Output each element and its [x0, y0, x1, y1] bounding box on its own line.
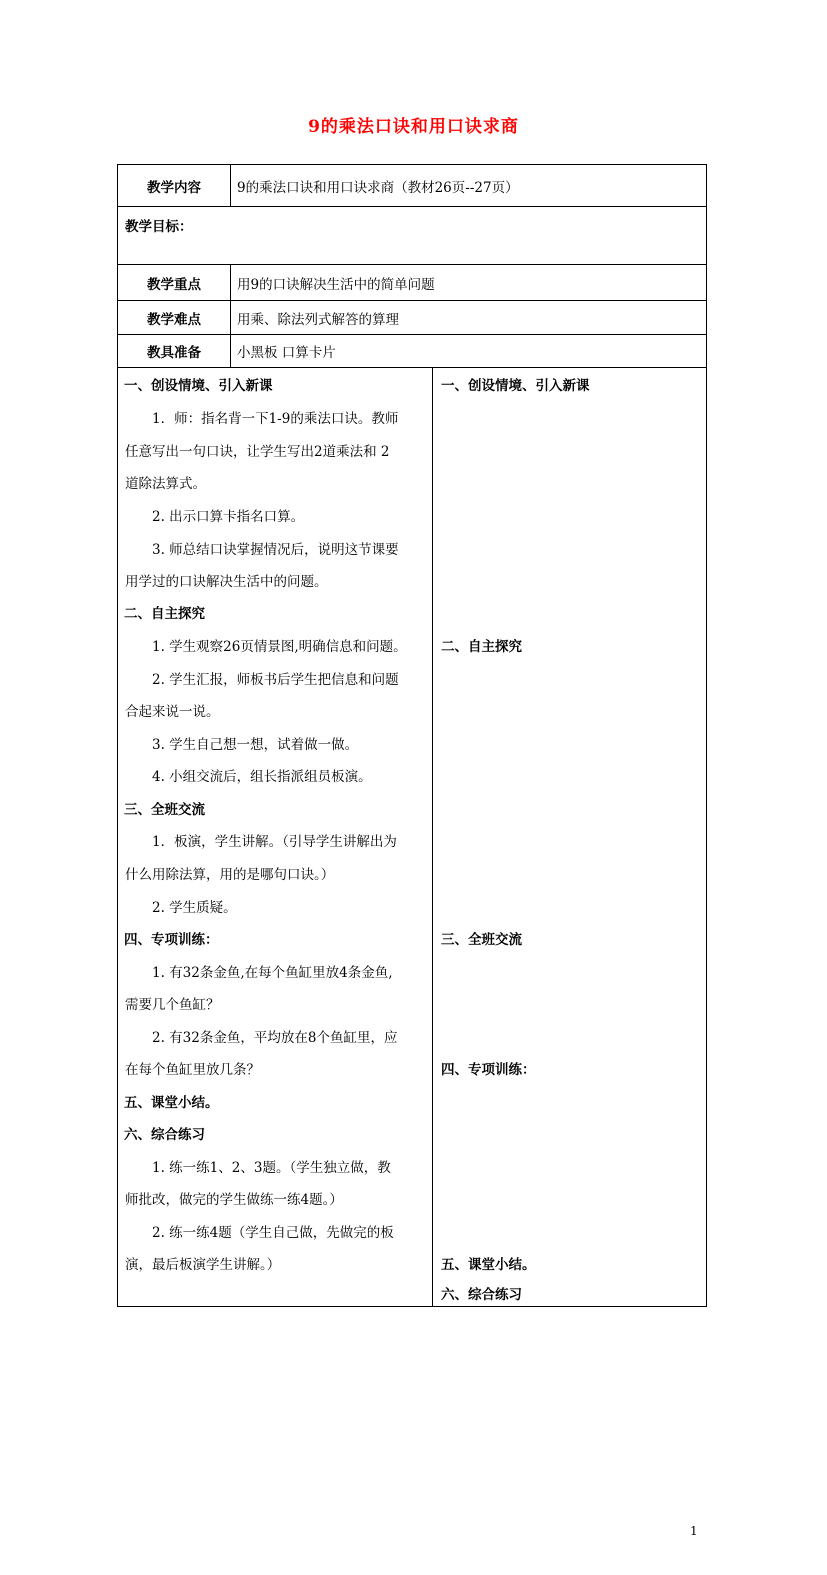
procedure-line: 在每个鱼缸里放几条？ [125, 1062, 260, 1078]
section-heading: 六、综合练习 [441, 1287, 522, 1303]
row-key-points [118, 265, 707, 301]
design-notes-column [433, 368, 707, 1307]
section-heading: 四、专项训练： [124, 932, 219, 948]
section-heading: 二、自主探究 [124, 606, 205, 622]
page-number: 1 [690, 1524, 698, 1538]
label-goals: 教学目标： [118, 207, 707, 265]
label-content: 教学内容 [118, 165, 231, 207]
procedure-line: 2. 练一练4题（学生自己做，先做完的板 [152, 1225, 394, 1241]
document-title: 9的乘法口诀和用口诀求商 [308, 117, 519, 137]
procedure-line: 演，最后板演学生讲解。） [125, 1257, 281, 1273]
section-heading: 一、创设情境、引入新课 [124, 378, 273, 394]
value-key-points: 用9的口诀解决生活中的简单问题 [231, 265, 707, 301]
procedure-line: 合起来说一说。 [125, 704, 220, 720]
section-heading: 二、自主探究 [441, 639, 522, 655]
value-difficulties: 用乘、除法列式解答的算理 [231, 301, 707, 335]
procedure-line: 2. 有32条金鱼，平均放在8个鱼缸里，应 [152, 1030, 398, 1046]
section-heading: 五、课堂小结。 [441, 1257, 536, 1273]
procedure-line: 道除法算式。 [125, 476, 206, 492]
procedure-line: 1. 有32条金鱼,在每个鱼缸里放4条金鱼, [152, 965, 393, 981]
procedure-line: 师批改，做完的学生做练一练4题。） [125, 1192, 343, 1208]
value-content: 9的乘法口诀和用口诀求商（教材26页--27页） [231, 165, 707, 207]
value-materials: 小黑板 口算卡片 [231, 335, 707, 368]
procedure-line: 任意写出一句口诀，让学生写出2道乘法和 2 [125, 444, 390, 460]
procedure-line: 3. 学生自己想一想，试着做一做。 [152, 737, 359, 753]
procedure-line: 需要几个鱼缸？ [125, 997, 220, 1013]
section-heading: 六、综合练习 [124, 1127, 205, 1143]
procedure-line: 2. 出示口算卡指名口算。 [152, 509, 305, 525]
procedure-line: 1．板演，学生讲解。（引导学生讲解出为 [152, 834, 397, 850]
row-procedure [118, 368, 707, 1307]
section-heading: 三、全班交流 [124, 802, 205, 818]
row-content [118, 165, 707, 207]
row-difficulties [118, 301, 707, 335]
procedure-line: 4. 小组交流后，组长指派组员板演。 [152, 769, 372, 785]
section-heading: 三、全班交流 [441, 932, 522, 948]
procedure-line: 1．师：指名背一下1-9的乘法口诀。教师 [152, 411, 399, 427]
label-difficulties: 教学难点 [118, 301, 231, 335]
section-heading: 一、创设情境、引入新课 [441, 378, 590, 394]
lesson-plan-table [117, 164, 707, 1307]
procedure-line: 用学过的口诀解决生活中的问题。 [125, 574, 328, 590]
procedure-line: 3. 师总结口诀掌握情况后，说明这节课要 [152, 542, 399, 558]
section-heading: 五、课堂小结。 [124, 1095, 219, 1111]
teaching-procedure-column [118, 368, 433, 1307]
row-materials [118, 335, 707, 368]
procedure-line: 2. 学生汇报，师板书后学生把信息和问题 [152, 672, 399, 688]
row-goals [118, 207, 707, 265]
section-heading: 四、专项训练： [441, 1062, 536, 1078]
label-key-points: 教学重点 [118, 265, 231, 301]
procedure-line: 1. 学生观察26页情景图,明确信息和问题。 [152, 639, 407, 655]
procedure-line: 什么用除法算，用的是哪句口诀。） [125, 867, 335, 883]
procedure-line: 1. 练一练1、2、3题。（学生独立做，教 [152, 1160, 391, 1176]
procedure-line: 2. 学生质疑。 [152, 900, 237, 916]
label-materials: 教具准备 [118, 335, 231, 368]
